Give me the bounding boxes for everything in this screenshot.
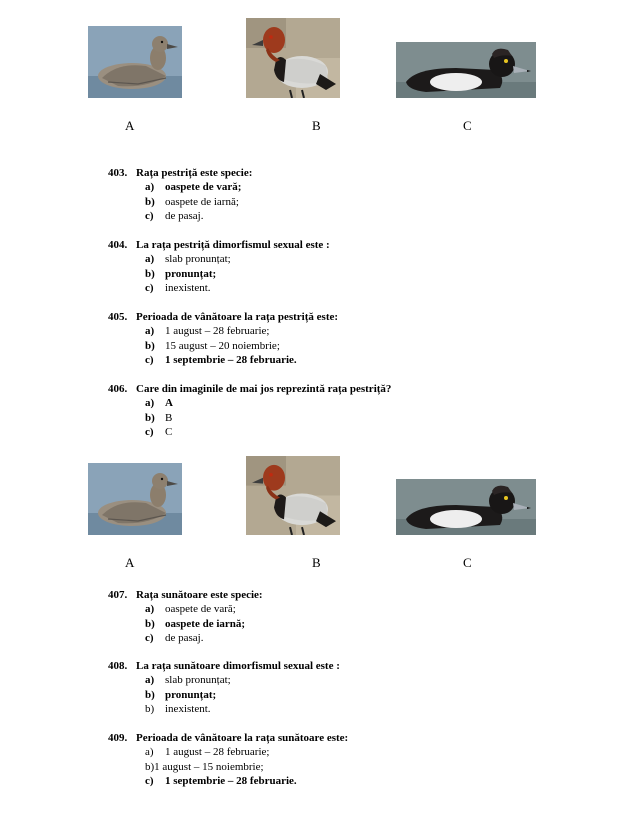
question-number: 403. [108,167,128,179]
image-label-a-top: A [125,118,135,133]
question-405 [108,310,338,368]
option-b: b)1 august – 15 noiembrie; [145,760,264,773]
option-a: a) 1 august – 28 februarie; [145,746,270,758]
option-b: b) B [145,411,173,424]
option-c: b) inexistent. [145,703,211,715]
option-b: b) oaspete de iarnă; [145,617,246,630]
option-b: b) oaspete de iarnă; [145,195,239,208]
option-c: c) 1 septembrie – 28 februarie. [145,354,297,366]
pochard-photo-top [246,18,340,98]
question-text: Rața sunătoare este specie: [136,589,263,601]
option-c: c) C [145,426,173,438]
tufted-duck-photo-top [396,42,536,98]
image-label-c-middle: C [463,555,472,570]
question-409 [108,731,348,789]
question-text: Perioada de vânătoare la rața pestriță este: [136,311,339,323]
option-c: c) inexistent. [145,282,211,294]
question-number: 406. [108,383,128,395]
option-a: a) oaspete de vară; [145,603,236,615]
question-number: 407. [108,589,128,601]
question-404 [108,238,330,296]
question-number: 408. [108,660,128,672]
option-b: b) pronunțat; [145,267,217,280]
question-text: Rața pestriță este specie: [136,167,253,179]
question-407 [108,588,263,646]
image-label-b-middle: B [312,555,321,570]
question-text: Care din imaginile de mai jos reprezintă rața pestriță? [136,383,392,395]
question-text: La rața sunătoare dimorfismul sexual este : [136,660,340,672]
pochard-photo-middle [246,456,340,535]
gadwall-photo-middle [88,463,182,535]
option-b: b) pronunțat; [145,688,217,701]
option-a: a) A [145,397,173,409]
option-b: b) 15 august – 20 noiembrie; [145,339,280,352]
option-a: a) oaspete de vară; [145,181,242,193]
option-c: c) de pasaj. [145,210,204,222]
question-text: Perioada de vânătoare la rața sunătoare este: [136,732,349,744]
option-a: a) slab pronunțat; [145,253,231,265]
image-label-c-top: C [463,118,472,133]
question-406 [108,382,391,440]
question-text: La rața pestriță dimorfismul sexual este : [136,239,330,251]
question-403 [108,166,252,224]
option-c: c) 1 septembrie – 28 februarie. [145,775,297,787]
question-number: 405. [108,311,128,323]
option-a: a) slab pronunțat; [145,674,231,686]
question-408 [108,659,340,717]
gadwall-photo-top [88,26,182,98]
image-label-b-top: B [312,118,321,133]
question-number: 409. [108,732,128,744]
question-number: 404. [108,239,128,251]
image-label-a-middle: A [125,555,135,570]
tufted-duck-photo-middle [396,479,536,535]
option-a: a) 1 august – 28 februarie; [145,325,270,337]
option-c: c) de pasaj. [145,632,204,644]
